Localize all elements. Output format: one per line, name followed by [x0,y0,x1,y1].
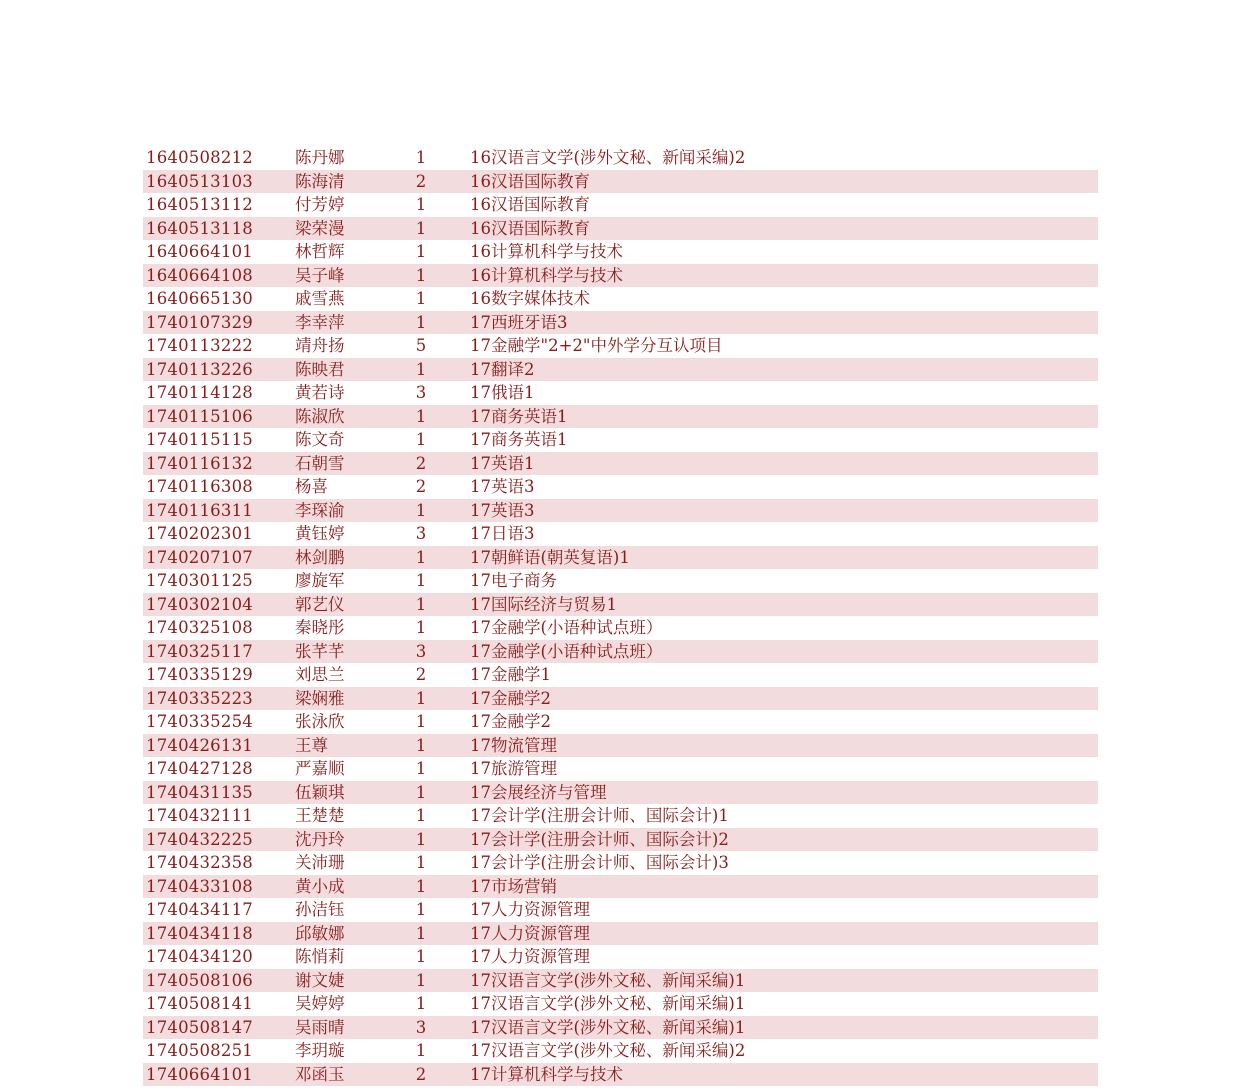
table-row [143,240,1098,264]
count-cell: 1 [415,406,427,426]
table-row [143,663,1098,687]
student-name-cell: 张泳欣 [295,712,345,731]
count-cell: 1 [415,994,427,1013]
class-name-cell: 17金融学2 [470,688,551,708]
class-name-cell: 17人力资源管理 [470,947,590,966]
count-cell: 2 [415,171,427,191]
class-name-cell: 17计算机科学与技术 [470,1064,623,1084]
student-id-cell: 1640508212 [146,148,253,167]
student-name-cell: 王尊 [295,735,328,755]
student-id-cell: 1740325117 [146,641,253,661]
student-name-cell: 付芳婷 [295,195,345,214]
table-row [143,969,1098,993]
student-id-cell: 1740664101 [146,1064,253,1084]
table-row [143,875,1098,899]
table-row [143,616,1098,640]
student-name-cell: 孙洁钰 [295,900,345,919]
student-name-cell: 郭艺仪 [295,594,345,614]
class-name-cell: 17英语1 [470,453,535,473]
student-name-cell: 关沛珊 [295,853,345,872]
student-id-cell: 1740433108 [146,876,253,896]
count-cell: 1 [415,148,427,167]
student-name-cell: 黄小成 [295,876,345,896]
table-row [143,734,1098,758]
count-cell: 1 [415,688,427,708]
class-name-cell: 17翻译2 [470,359,535,379]
student-id-cell: 1740115106 [146,406,253,426]
student-name-cell: 林哲辉 [295,242,345,261]
count-cell: 1 [415,759,427,778]
class-name-cell: 17英语3 [470,500,535,520]
table-row [143,311,1098,335]
count-cell: 1 [415,806,427,825]
table-row [143,757,1098,781]
count-cell: 1 [415,923,427,943]
student-id-cell: 1740432111 [146,806,253,825]
class-name-cell: 17日语3 [470,524,535,543]
count-cell: 1 [415,312,427,332]
table-row [143,687,1098,711]
class-name-cell: 17俄语1 [470,383,535,402]
student-id-cell: 1740116311 [146,500,253,520]
student-name-cell: 靖舟扬 [295,336,345,355]
count-cell: 3 [415,641,427,661]
student-id-cell: 1740207107 [146,547,253,567]
student-name-cell: 李琛渝 [295,500,345,520]
student-id-cell: 1740325108 [146,618,253,637]
student-name-cell: 邱敏娜 [295,923,345,943]
count-cell: 1 [415,594,427,614]
table-row [143,1039,1098,1063]
student-name-cell: 陈映君 [295,359,345,379]
student-id-cell: 1740115115 [146,430,253,449]
count-cell: 1 [415,195,427,214]
table-row [143,593,1098,617]
student-id-cell: 1740432225 [146,829,253,849]
student-name-cell: 刘思兰 [295,665,345,684]
student-id-cell: 1740302104 [146,594,253,614]
student-name-cell: 严嘉顺 [295,759,345,778]
student-id-cell: 1640513103 [146,171,253,191]
count-cell: 2 [415,453,427,473]
count-cell: 1 [415,289,427,308]
class-name-cell: 17金融学"2+2"中外学分互认项目 [470,336,723,355]
student-id-cell: 1740113226 [146,359,253,379]
table-row [143,381,1098,405]
table-row [143,828,1098,852]
table-row [143,710,1098,734]
count-cell: 1 [415,1041,427,1060]
student-id-cell: 1740116132 [146,453,253,473]
student-id-cell: 1740335129 [146,665,253,684]
class-name-cell: 16计算机科学与技术 [470,265,623,285]
count-cell: 1 [415,618,427,637]
table-row [143,781,1098,805]
class-name-cell: 16汉语国际教育 [470,195,590,214]
class-name-cell: 17汉语言文学(涉外文秘、新闻采编)1 [470,970,746,990]
student-name-cell: 林剑鹏 [295,547,345,567]
student-name-cell: 黄若诗 [295,383,345,402]
class-name-cell: 17朝鲜语(朝英复语)1 [470,547,630,567]
student-id-cell: 1640664108 [146,265,253,285]
student-id-cell: 1740107329 [146,312,253,332]
count-cell: 1 [415,242,427,261]
class-name-cell: 17市场营销 [470,876,557,896]
count-cell: 1 [415,547,427,567]
student-name-cell: 王楚楚 [295,806,345,825]
student-id-cell: 1740434117 [146,900,253,919]
table-row [143,334,1098,358]
table-row [143,170,1098,194]
class-name-cell: 17会计学(注册会计师、国际会计)2 [470,829,729,849]
table-row [143,546,1098,570]
student-name-cell: 沈丹玲 [295,829,345,849]
class-name-cell: 17汉语言文学(涉外文秘、新闻采编)2 [470,1041,746,1060]
student-id-cell: 1640664101 [146,242,253,261]
table-row [143,358,1098,382]
table-row [143,264,1098,288]
count-cell: 2 [415,1064,427,1084]
count-cell: 1 [415,900,427,919]
count-cell: 3 [415,1017,427,1037]
count-cell: 5 [415,336,427,355]
count-cell: 1 [415,782,427,802]
table-row [143,898,1098,922]
count-cell: 1 [415,829,427,849]
student-id-cell: 1740426131 [146,735,253,755]
student-name-cell: 梁娴雅 [295,688,345,708]
student-id-cell: 1740508147 [146,1017,253,1037]
table-row [143,945,1098,969]
count-cell: 1 [415,500,427,520]
class-name-cell: 16汉语国际教育 [470,218,590,238]
count-cell: 1 [415,359,427,379]
count-cell: 1 [415,735,427,755]
student-name-cell: 李玥璇 [295,1041,345,1060]
class-name-cell: 16计算机科学与技术 [470,242,623,261]
student-id-cell: 1740434120 [146,947,253,966]
student-id-cell: 1740335223 [146,688,253,708]
count-cell: 3 [415,524,427,543]
student-name-cell: 廖旋军 [295,571,345,590]
student-name-cell: 石朝雪 [295,453,345,473]
class-name-cell: 17物流管理 [470,735,557,755]
student-name-cell: 吴子峰 [295,265,345,285]
class-name-cell: 17商务英语1 [470,406,568,426]
student-id-cell: 1740114128 [146,383,253,402]
table-row [143,1016,1098,1040]
student-name-cell: 陈海清 [295,171,345,191]
student-name-cell: 谢文婕 [295,970,345,990]
count-cell: 1 [415,218,427,238]
student-id-cell: 1740113222 [146,336,253,355]
student-id-cell: 1740202301 [146,524,253,543]
table-row [143,193,1098,217]
student-id-cell: 1640513118 [146,218,253,238]
student-name-cell: 陈淑欣 [295,406,345,426]
student-id-cell: 1740335254 [146,712,253,731]
count-cell: 2 [415,477,427,496]
student-name-cell: 陈悄莉 [295,947,345,966]
class-name-cell: 17金融学2 [470,712,551,731]
student-id-cell: 1740427128 [146,759,253,778]
student-name-cell: 李幸萍 [295,312,345,332]
table-row [143,922,1098,946]
table-row [143,1063,1098,1087]
table-row [143,475,1098,499]
table-row [143,640,1098,664]
student-id-cell: 1740508251 [146,1041,253,1060]
count-cell: 1 [415,265,427,285]
table-row [143,804,1098,828]
table-row [143,405,1098,429]
class-name-cell: 17金融学1 [470,665,551,684]
count-cell: 2 [415,665,427,684]
table-row [143,146,1098,170]
student-id-cell: 1740301125 [146,571,253,590]
class-name-cell: 16汉语言文学(涉外文秘、新闻采编)2 [470,148,746,167]
table-row [143,499,1098,523]
student-id-cell: 1640513112 [146,195,253,214]
class-name-cell: 17金融学(小语种试点班） [470,618,663,637]
class-name-cell: 17会计学(注册会计师、国际会计)1 [470,806,729,825]
table-row [143,217,1098,241]
student-table [143,146,1098,1086]
count-cell: 3 [415,383,427,402]
count-cell: 1 [415,876,427,896]
student-id-cell: 1740508141 [146,994,253,1013]
class-name-cell: 17汉语言文学(涉外文秘、新闻采编)1 [470,1017,746,1037]
student-id-cell: 1740431135 [146,782,253,802]
student-name-cell: 杨喜 [295,477,328,496]
table-row [143,428,1098,452]
student-name-cell: 吴雨晴 [295,1017,345,1037]
class-name-cell: 17商务英语1 [470,430,568,449]
class-name-cell: 17会计学(注册会计师、国际会计)3 [470,853,729,872]
count-cell: 1 [415,430,427,449]
table-row [143,992,1098,1016]
class-name-cell: 16数字媒体技术 [470,289,590,308]
student-id-cell: 1740434118 [146,923,253,943]
student-id-cell: 1740432358 [146,853,253,872]
table-row [143,287,1098,311]
count-cell: 1 [415,970,427,990]
class-name-cell: 17国际经济与贸易1 [470,594,617,614]
student-name-cell: 戚雪燕 [295,289,345,308]
class-name-cell: 17西班牙语3 [470,312,568,332]
count-cell: 1 [415,947,427,966]
table-row [143,851,1098,875]
count-cell: 1 [415,571,427,590]
table-row [143,569,1098,593]
class-name-cell: 16汉语国际教育 [470,171,590,191]
table-row [143,452,1098,476]
count-cell: 1 [415,712,427,731]
student-id-cell: 1740116308 [146,477,253,496]
count-cell: 1 [415,853,427,872]
student-name-cell: 梁荣漫 [295,218,345,238]
student-name-cell: 吴婷婷 [295,994,345,1013]
student-name-cell: 陈丹娜 [295,148,345,167]
student-name-cell: 伍颖琪 [295,782,345,802]
student-name-cell: 邓函玉 [295,1064,345,1084]
class-name-cell: 17电子商务 [470,571,557,590]
student-name-cell: 陈文奇 [295,430,345,449]
class-name-cell: 17人力资源管理 [470,900,590,919]
table-row [143,522,1098,546]
class-name-cell: 17人力资源管理 [470,923,590,943]
class-name-cell: 17金融学(小语种试点班） [470,641,663,661]
class-name-cell: 17汉语言文学(涉外文秘、新闻采编)1 [470,994,746,1013]
student-id-cell: 1740508106 [146,970,253,990]
class-name-cell: 17会展经济与管理 [470,782,607,802]
student-name-cell: 黄钰婷 [295,524,345,543]
student-name-cell: 秦晓彤 [295,618,345,637]
student-id-cell: 1640665130 [146,289,253,308]
class-name-cell: 17英语3 [470,477,535,496]
class-name-cell: 17旅游管理 [470,759,557,778]
student-name-cell: 张芊芊 [295,641,345,661]
